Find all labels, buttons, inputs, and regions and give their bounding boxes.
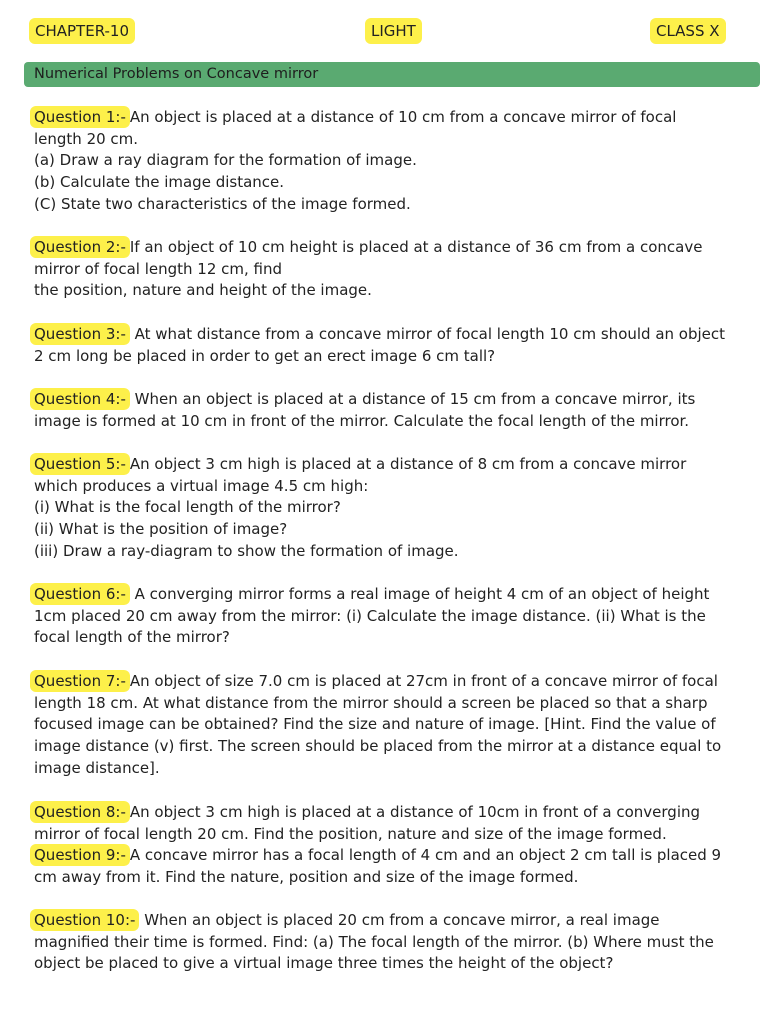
question-text: (C) State two characteristics of the image formed. [34,194,411,213]
question-line [34,237,739,259]
chapter-label: CHAPTER-10 [29,18,135,44]
question-text: When an object is placed at a distance of 15 cm from a concave mirror, its [129,390,696,408]
question-text: An object 3 cm high is placed at a distance of 8 cm from a concave mirror [129,455,687,473]
question-label: Question 3:- [30,323,130,345]
question-line [34,824,739,846]
question-text: object be placed to give a virtual image three times the height of the object? [34,954,614,973]
question-text: length 18 cm. At what distance from the mirror should a screen be placed so that a sharp [34,693,708,712]
question-text: An object 3 cm high is placed at a distance of 10cm in front of a converging [129,803,701,821]
question-item [34,671,739,780]
question-item [34,454,739,563]
question-label: Question 1:- [30,106,130,128]
question-text: If an object of 10 cm height is placed at a distance of 36 cm from a concave [129,238,703,256]
question-line [34,910,739,932]
question-text: focused image can be obtained? Find the size and nature of image. [Hint. Find the value of [34,715,716,734]
question-line [34,476,739,498]
question-label: Question 6:- [30,583,130,605]
question-line [34,541,739,563]
question-text: (a) Draw a ray diagram for the formation of image. [34,151,417,170]
question-item [34,584,739,649]
question-text: When an object is placed 20 cm from a concave mirror, a real image [139,911,660,929]
question-text: the position, nature and height of the image. [34,281,372,300]
question-text: (iii) Draw a ray-diagram to show the formation of image. [34,541,459,560]
question-line [34,280,739,302]
section-title: Numerical Problems on Concave mirror [34,66,319,82]
question-item [34,845,739,888]
question-text: An object is placed at a distance of 10 cm from a concave mirror of focal [129,108,677,126]
question-text: which produces a virtual image 4.5 cm high: [34,476,369,495]
section-banner [24,62,760,87]
question-line [34,606,739,628]
question-line [34,519,739,541]
question-item [34,910,739,975]
question-text: 2 cm long be placed in order to get an erect image 6 cm tall? [34,346,496,365]
question-text: 1cm placed 20 cm away from the mirror: (i) Calculate the image distance. (ii) What is the [34,606,706,625]
question-line [34,194,739,216]
question-line [34,497,739,519]
question-text: An object of size 7.0 cm is placed at 27cm in front of a concave mirror of focal [129,672,718,690]
question-text: (ii) What is the position of image? [34,520,288,539]
question-item [34,324,739,367]
question-text: magnified their time is formed. Find: (a) The focal length of the mirror. (b) Where must the [34,932,714,951]
question-line [34,346,739,368]
question-line [34,845,739,867]
question-line [34,172,739,194]
question-text: length 20 cm. [34,129,139,148]
question-text: image distance]. [34,758,160,777]
question-line [34,736,739,758]
question-line [34,953,739,975]
question-line [34,107,739,129]
question-text: mirror of focal length 20 cm. Find the position, nature and size of the image formed. [34,824,667,843]
question-line [34,758,739,780]
question-line [34,932,739,954]
question-line [34,389,739,411]
question-text: At what distance from a concave mirror of focal length 10 cm should an object [129,325,726,343]
question-line [34,454,739,476]
question-item [34,107,739,216]
question-label: Question 7:- [30,670,130,692]
question-label: Question 9:- [30,844,130,866]
question-text: A converging mirror forms a real image of height 4 cm of an object of height [129,585,710,603]
question-line [34,693,739,715]
question-text: mirror of focal length 12 cm, find [34,259,282,278]
subject-label: LIGHT [365,18,422,44]
question-item [34,237,739,302]
question-item [34,802,739,845]
question-line [34,584,739,606]
question-label: Question 8:- [30,801,130,823]
question-line [34,867,739,889]
question-text: cm away from it. Find the nature, position and size of the image formed. [34,867,579,886]
question-line [34,150,739,172]
question-text: image is formed at 10 cm in front of the mirror. Calculate the focal length of the mirror. [34,411,690,430]
question-text: (b) Calculate the image distance. [34,173,285,192]
question-line [34,411,739,433]
question-line [34,324,739,346]
question-line [34,627,739,649]
question-label: Question 4:- [30,388,130,410]
question-item [34,389,739,432]
question-line [34,259,739,281]
question-text: (i) What is the focal length of the mirror? [34,498,341,517]
class-label: CLASS X [650,18,726,44]
question-text: image distance (v) first. The screen should be placed from the mirror at a distance equal to [34,737,722,756]
question-label: Question 2:- [30,236,130,258]
question-text: focal length of the mirror? [34,628,230,647]
question-line [34,129,739,151]
question-line [34,802,739,824]
question-text: A concave mirror has a focal length of 4 cm and an object 2 cm tall is placed 9 [129,846,722,864]
question-label: Question 5:- [30,453,130,475]
question-line [34,671,739,693]
question-line [34,714,739,736]
question-label: Question 10:- [30,909,139,931]
